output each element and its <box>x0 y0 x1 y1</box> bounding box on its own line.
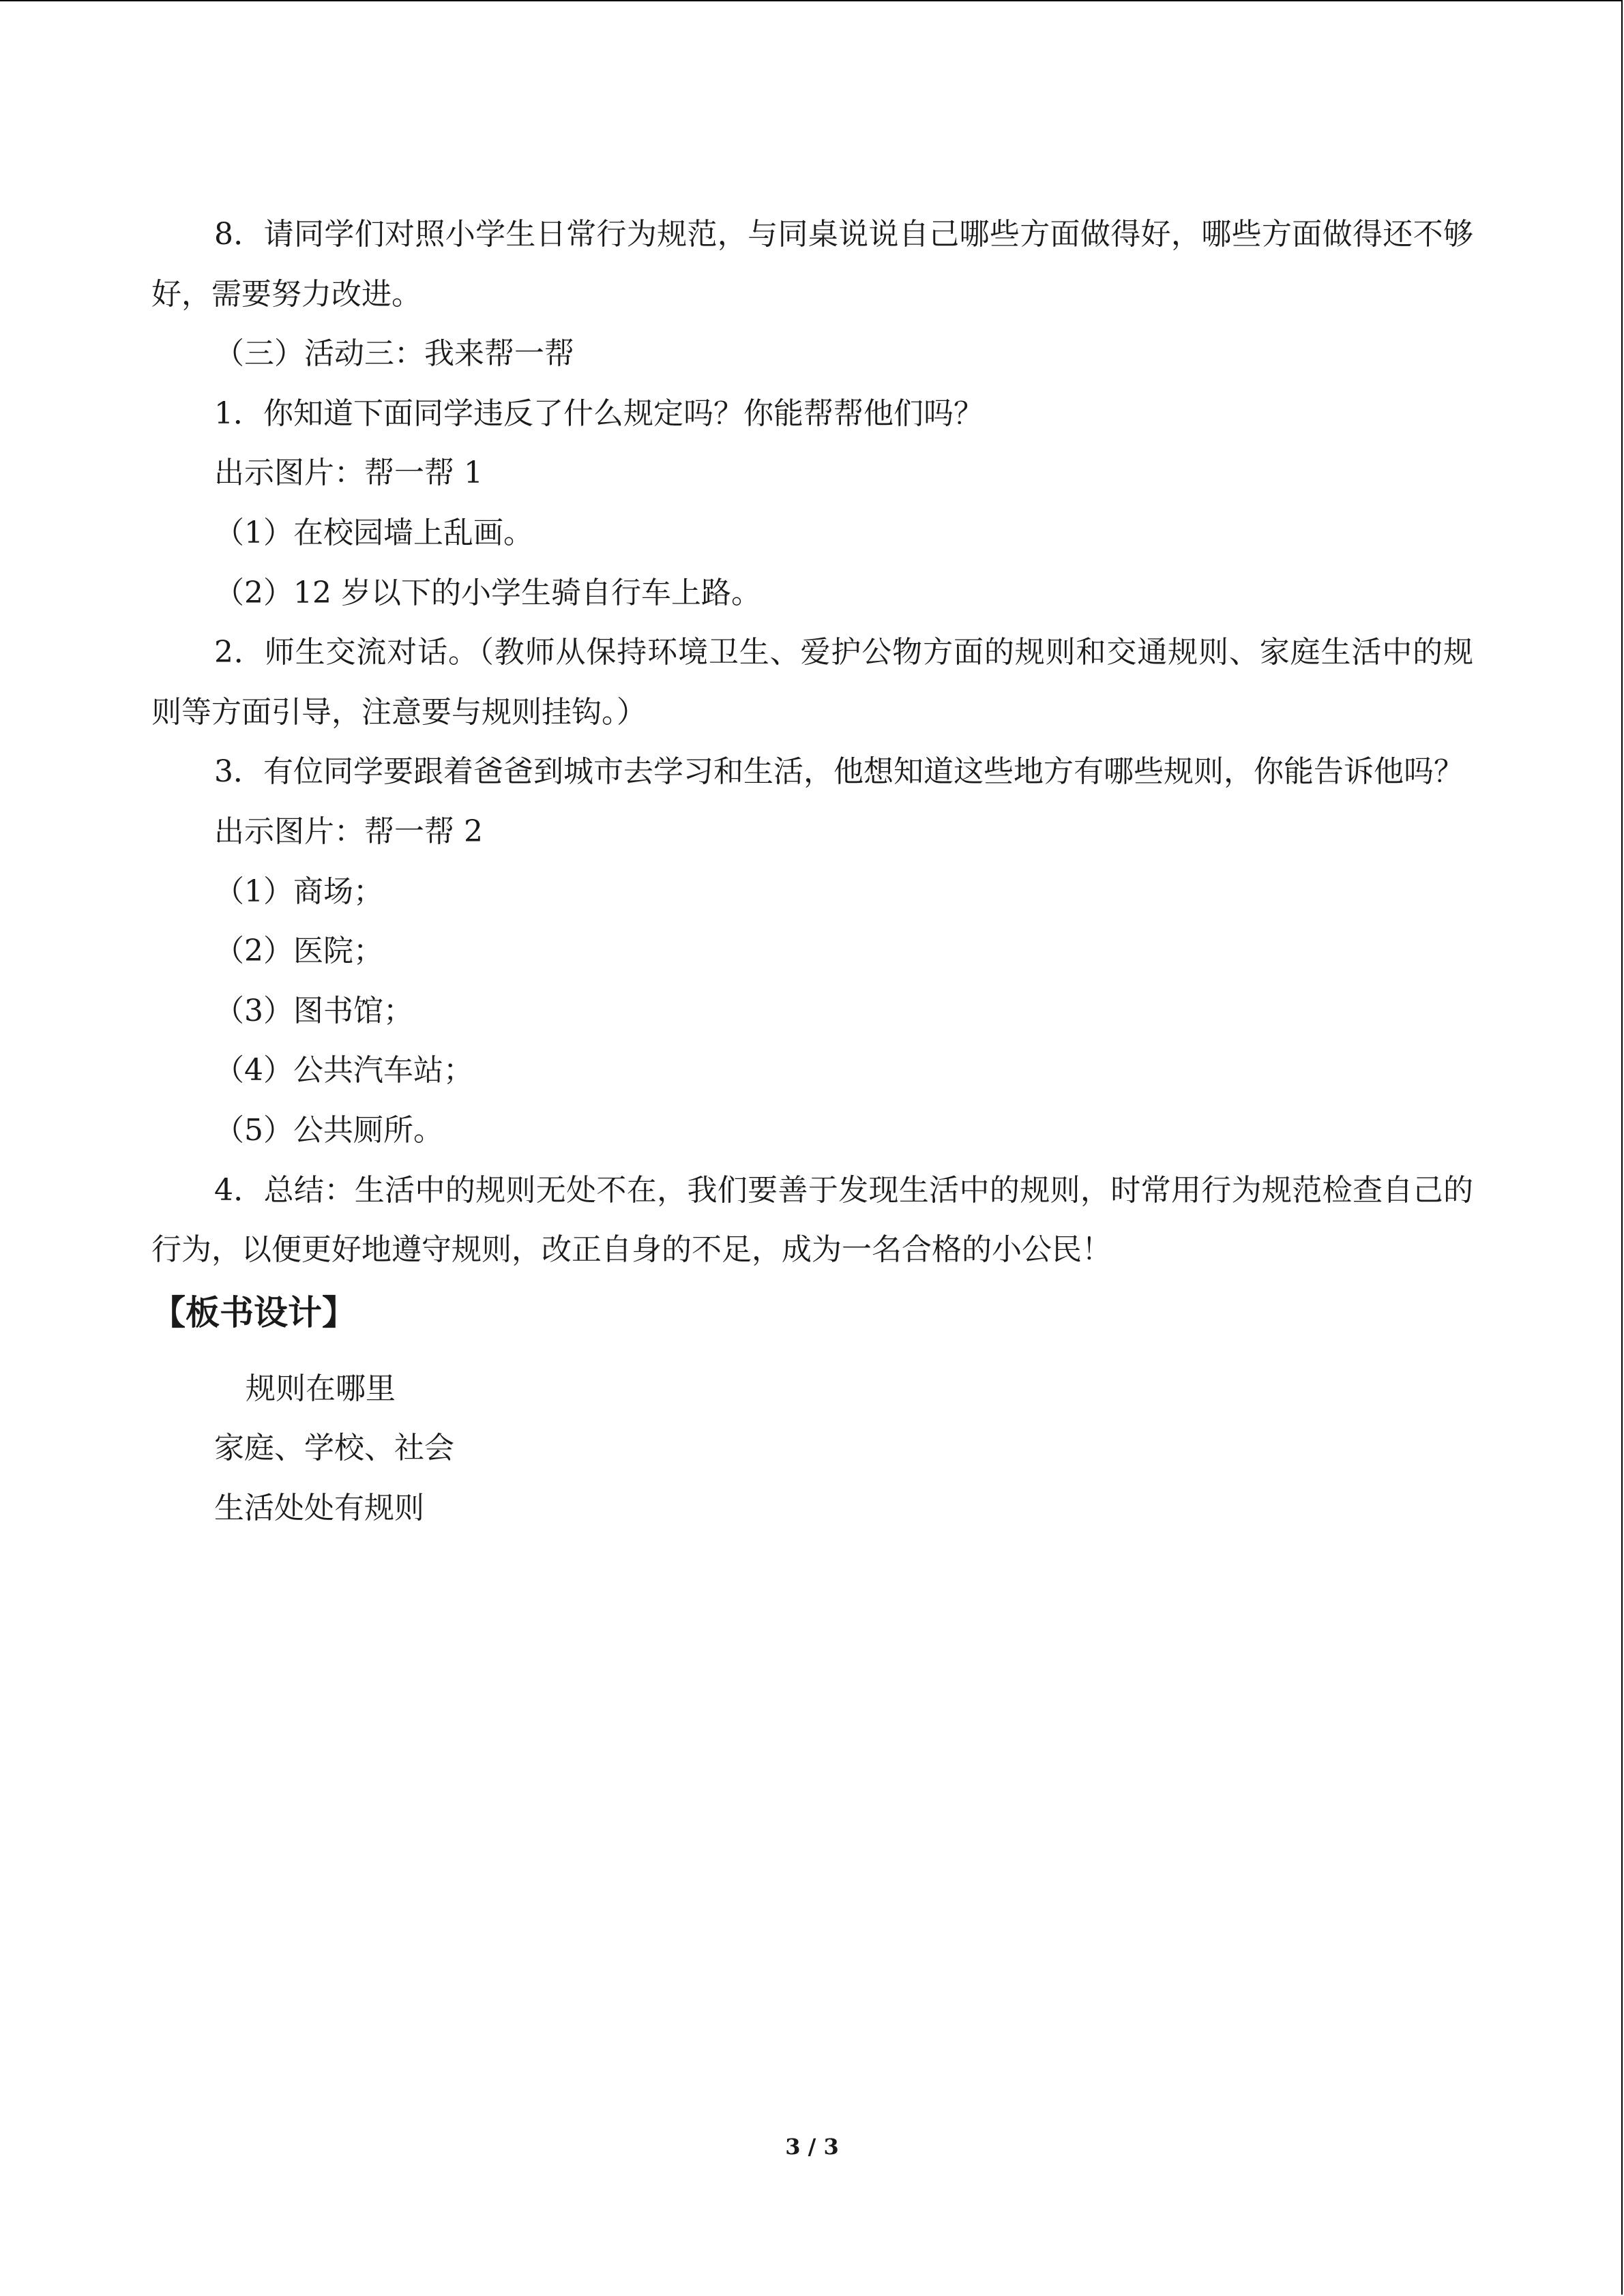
question-3: 3．有位同学要跟着爸爸到城市去学习和生活，他想知道这些地方有哪些规则，你能告诉他吗？ <box>214 754 1464 790</box>
paragraph-item-8: 8．请同学们对照小学生日常行为规范，与同桌说说自己哪些方面做得好，哪些方面做得还不够好，需要努力改进。 <box>151 217 1473 312</box>
picture-2-item-1: （1）商场； <box>214 874 383 909</box>
picture-1-item-2: （2）12 岁以下的小学生骑自行车上路。 <box>214 575 761 610</box>
picture-2-item-5: （5）公共厕所。 <box>214 1112 443 1148</box>
picture-1-item-1: （1）在校园墙上乱画。 <box>214 515 533 550</box>
show-picture-2: 出示图片：帮一帮 2 <box>214 814 483 849</box>
question-1: 1．你知道下面同学违反了什么规定吗？你能帮帮他们吗？ <box>214 396 984 431</box>
question-4-summary: 4．总结：生活中的规则无处不在，我们要善于发现生活中的规则，时常用行为规范检查自己的行为，以便更好地遵守规则，改正自身的不足，成为一名合格的小公民！ <box>151 1172 1473 1268</box>
picture-2-item-2: （2）医院； <box>214 934 383 969</box>
page-number: 3 / 3 <box>785 2134 839 2160</box>
board-design-title: 规则在哪里 <box>246 1371 396 1406</box>
picture-2-item-4: （4）公共汽车站； <box>214 1053 473 1088</box>
board-design-heading: 【板书设计】 <box>151 1292 356 1332</box>
question-2: 2．师生交流对话。（教师从保持环境卫生、爱护公物方面的规则和交通规则、家庭生活中的规则等方面引导，注意要与规则挂钩。） <box>151 635 1473 730</box>
board-design-line-1: 家庭、学校、社会 <box>214 1431 454 1466</box>
activity-three-heading: （三）活动三：我来帮一帮 <box>214 336 574 372</box>
heading-spacer <box>151 1345 1473 1359</box>
document-body <box>151 205 1473 1538</box>
board-design-line-2: 生活处处有规则 <box>214 1490 424 1525</box>
picture-2-item-3: （3）图书馆； <box>214 993 413 1028</box>
show-picture-1: 出示图片：帮一帮 1 <box>214 456 483 491</box>
